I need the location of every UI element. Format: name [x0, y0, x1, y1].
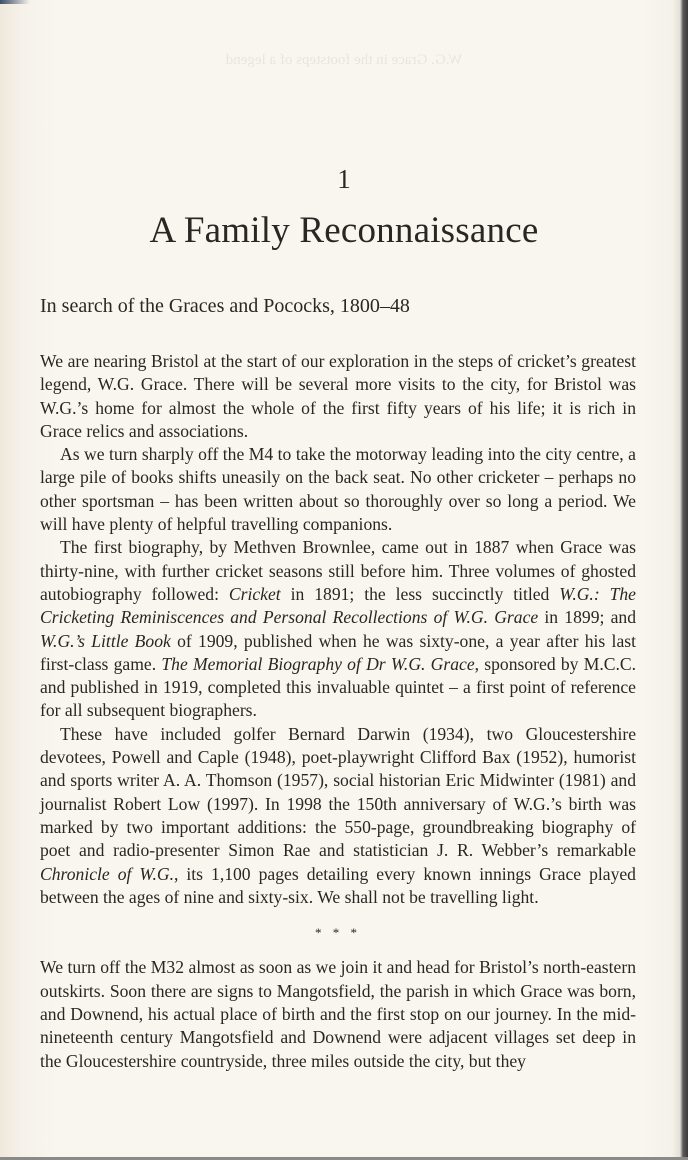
paragraph-text: in 1899; and	[538, 607, 636, 628]
paragraph-text: We turn off the M32 almost as soon as we join it and head for Bristol’s north-eastern outskirts. Soon there are signs to Mangotsfield, the parish in which Grace was born, and Downend, his actual place of birth and the first stop on our journey. In the mid-nineteenth century Mangotsfield and Downend were adjacent villages set deep in the Gloucestershire countryside, three miles outside the city, but they	[40, 957, 636, 1071]
paragraph-text: , sponsored by M.C.C. and published in 1919, completed this invaluable quintet – a first point of reference for all subsequent biographers.	[40, 653, 637, 721]
chapter-title: A Family Reconnaissance	[149, 210, 539, 251]
chapter-number: 1	[337, 164, 351, 194]
italic-title-text: W.G.: The Cricketing Reminiscences and Personal Recollections of W.G. Grace	[40, 583, 636, 628]
italic-title-text: Cricket	[228, 583, 281, 604]
italic-title-text: The Memorial Biography of Dr W.G. Grace	[161, 653, 475, 674]
paragraph-text: , its 1,100 pages detailing every known innings Grace played between the ages of nine and sixty-six. We shall not be travelling light.	[40, 863, 636, 907]
italic-title-text: Chronicle of W.G.	[40, 863, 174, 884]
paragraph-text: of 1909, published when he was sixty-one, a year after his last first-class game.	[40, 630, 636, 674]
paragraphs-after-break	[40, 956, 636, 1072]
paragraphs-before-break	[40, 350, 636, 909]
italic-title-text: W.G.’s Little Book	[40, 630, 171, 651]
scan-corner-shadow	[0, 0, 30, 4]
show-through-running-header: W.G. Grace in the footsteps of a legend	[225, 52, 463, 68]
paragraph-text: As we turn sharply off the M4 to take the motorway leading into the city centre, a large pile of books shifts uneasily on the back seat. No other cricketer – perhaps no other sportsman – has been written about so thoroughly over so long a period. We will have plenty of helpful travelling companions.	[40, 444, 636, 535]
section-break: * * *	[315, 925, 361, 941]
body-paragraph	[40, 956, 636, 1072]
body-paragraph	[40, 443, 636, 536]
body-paragraph	[40, 723, 636, 909]
chapter-subtitle: In search of the Graces and Pococks, 1800–48	[40, 295, 410, 317]
paragraph-text: We are nearing Bristol at the start of our exploration in the steps of cricket’s greatest legend, W.G. Grace. There will be several more visits to the city, for Bristol was W.G.’s home for almost the whole of the first fifty years of his life; it is rich in Grace relics and associations.	[40, 351, 636, 441]
paragraph-text: These have included golfer Bernard Darwin (1934), two Gloucestershire devotees, Powell and Caple (1948), poet-playwright Clifford Bax (1952), humorist and sports writer A. A. Thomson (1957), social historian Eric Midwinter (1981) and journalist Robert Low (1997). In 1998 the 150th anniversary of W.G.’s birth was marked by two important additions: the 550-page, groundbreaking biography of poet and radio-presenter Simon Rae and statistician J. R. Webber’s remarkable	[40, 723, 636, 861]
paragraph-text: in 1891; the less succinctly titled	[280, 583, 560, 604]
paragraph-text: The first biography, by Methven Brownlee, came out in 1887 when Grace was thirty-nine, with further cricket seasons still before him. Three volumes of ghosted autobiography followed:	[40, 537, 636, 604]
body-paragraph	[40, 536, 636, 722]
body-paragraph	[40, 350, 636, 443]
chapter-body	[40, 350, 636, 1073]
